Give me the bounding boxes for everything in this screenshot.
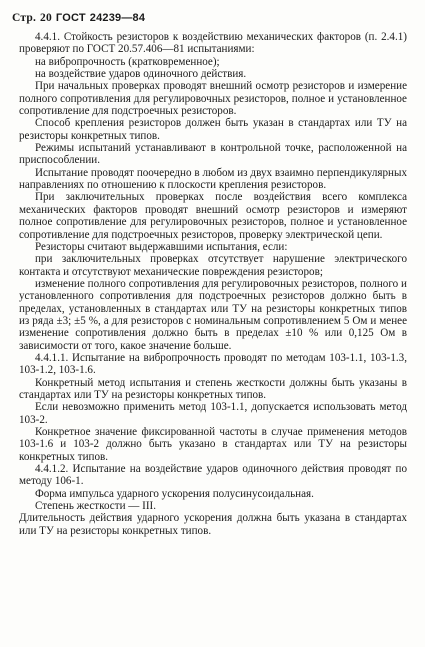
paragraph: 4.4.1.1. Испытание на вибропрочность проводят по методам 103-1.1, 103-1.3, 103-1.2, 103-1.6. (19, 351, 407, 377)
paragraph: на воздействие ударов одиночного действия. (35, 68, 247, 81)
paragraph: Степень жесткости — III. (35, 500, 157, 513)
paragraph: 4.4.1. Стойкость резисторов к воздействию механических факторов (п. 2.4.1) проверяют по ГОСТ 20.57.406—81 испытаниями: (19, 31, 407, 56)
page-number: 20 (40, 12, 52, 24)
standard-name: ГОСТ (55, 12, 86, 24)
paragraph: на вибропрочность (кратковременное); (35, 55, 220, 68)
paragraph: При начальных проверках проводят внешний осмотр резисторов и измерение полного сопротивления для регулировочных резисторов, полное и установленное сопротивление для подстроечных резисторов. (19, 80, 407, 118)
paragraph: Если невозможно применить метод 103-1.1, допускается использовать метод 103-2. (19, 401, 407, 426)
page-header (12, 12, 407, 24)
paragraph: изменение полного сопротивления для регулировочных резисторов, полного и установленного сопротивления для подстроечных резисторов должно быть в пределах, установленных в стандартах или ТУ на резисторы конкретных типов из ряда ±3; ±5 %, а для резисторов с номинальным сопротивлением 5 Ом и менее изменение сопротивления должно быть в пределах ±10 % или 0,125 Ом в зависимости от того, какое значение больше. (19, 277, 407, 352)
paragraph: При заключительных проверках после воздействия всего комплекса механических факторов проводят внешний осмотр резисторов и измеряют полное сопротивление для регулировочных резисторов, полное и установленное сопротивление для подстроечных резисторов, проверку электрической цепи. (19, 191, 407, 241)
paragraph: Испытание проводят поочередно в любом из двух взаимно перпендикулярных направлениях по отношению к плоскости крепления резисторов. (19, 166, 407, 192)
paragraph: Способ крепления резисторов должен быть указан в стандартах или ТУ на резисторы конкретных типов. (19, 117, 407, 142)
paragraph: Длительность действия ударного ускорения должна быть указана в стандартах или ТУ на резисторы конкретных типов. (19, 512, 407, 537)
standard-number: 24239—84 (89, 12, 146, 24)
paragraph: 4.4.1.2. Испытание на воздействие ударов одиночного действия проводят по методу 106-1. (19, 463, 407, 488)
paragraph: Резисторы считают выдержавшими испытания, если: (35, 240, 288, 253)
document-body (19, 31, 407, 537)
paragraph: Форма импульса ударного ускорения полусинусоидальная. (35, 487, 314, 500)
paragraph: при заключительных проверках отсутствует нарушение электрического контакта и отсутствуют механические повреждения резисторов; (19, 253, 407, 278)
paragraph: Режимы испытаний устанавливают в контрольной точке, расположенной на приспособлении. (19, 142, 407, 167)
paragraph: Конкретное значение фиксированной частоты в случае применения методов 103-1.6 и 103-2 должно быть указано в стандартах или ТУ на резисторы конкретных типов. (19, 426, 407, 463)
page-prefix: Стр. (12, 12, 37, 24)
paragraph: Конкретный метод испытания и степень жесткости должны быть указаны в стандартах или ТУ на резисторы конкретных типов. (19, 376, 407, 401)
